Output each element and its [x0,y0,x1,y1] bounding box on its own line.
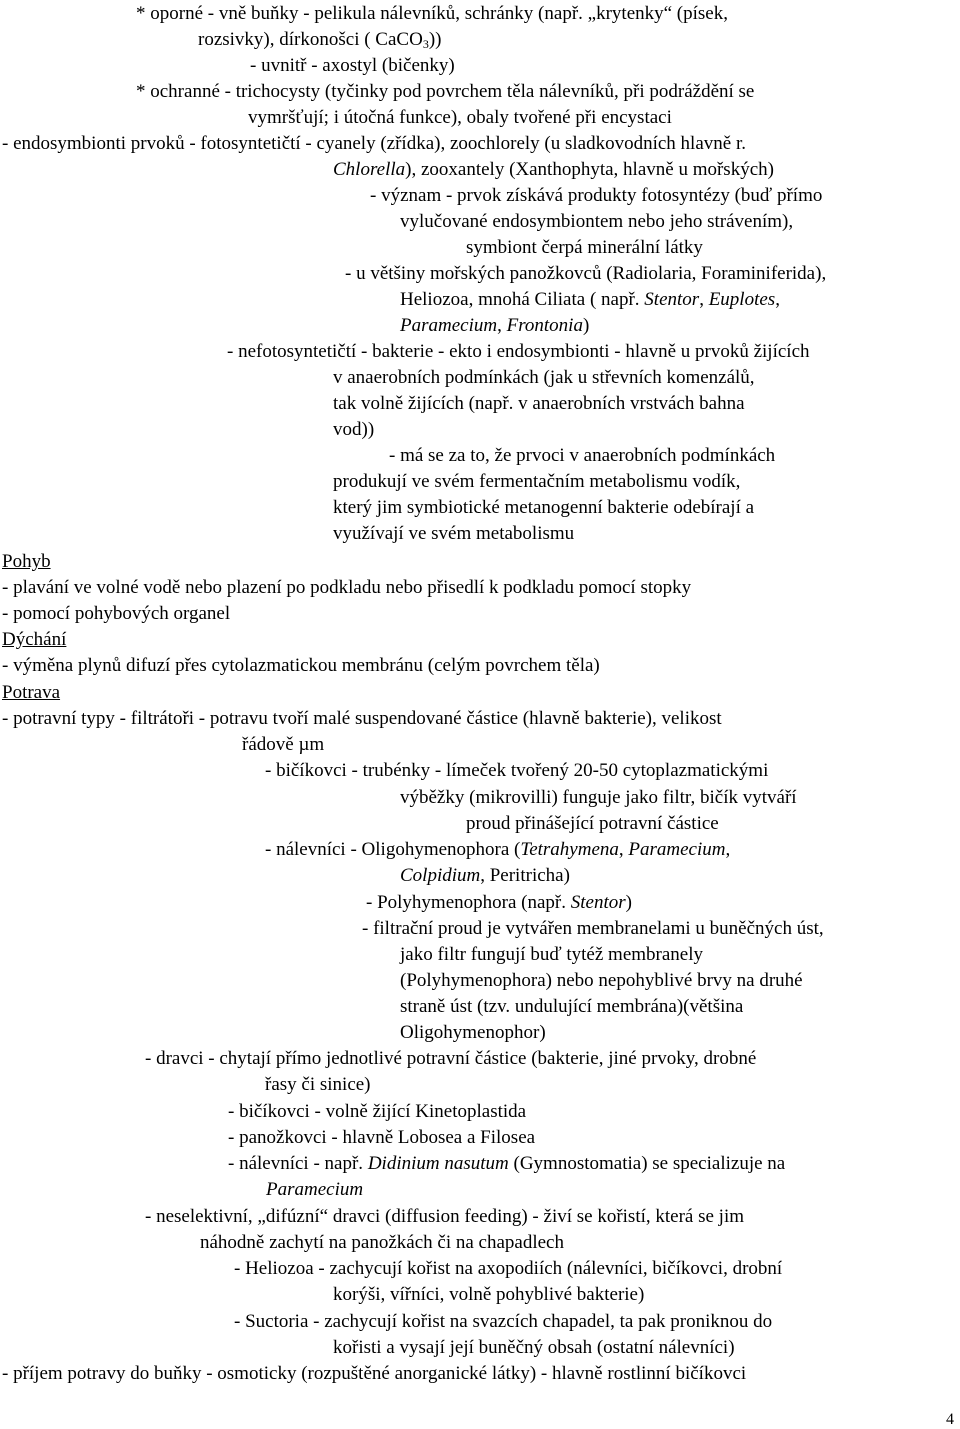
text-segment: - u většiny mořských panožkovců (Radiolaria, Foraminiferida), [345,263,827,284]
text-line [362,918,824,940]
text-segment: rozsivky), dírkonošci ( CaCO [198,29,423,50]
page-number: 4 [946,1411,954,1428]
text-segment: využívají ve svém metabolismu [333,523,575,544]
text-segment: * oporné - vně buňky - pelikula nálevníků, schránky (např. „krytenky“ (písek, [136,3,728,24]
text-line [400,944,703,966]
text-segment: - Heliozoa - zachycují kořist na axopodiích (nálevníci, bičíkovci, drobní [234,1258,783,1279]
text-segment: - neselektivní, „difúzní“ dravci (diffusion feeding) - živí se kořistí, která se jim [145,1206,745,1227]
text-line [136,81,754,103]
text-line [400,211,793,233]
text-line [2,133,746,155]
text-line [250,55,455,77]
text-segment: straně úst (tzv. undulující membrána)(většina [400,996,744,1017]
text-line [333,367,755,389]
text-segment: - Suctoria - zachycují kořist na svazcích chapadel, ta pak proniknou do [234,1311,773,1332]
text-line [2,708,722,730]
text-segment: - Polyhymenophora (např. [366,892,571,913]
text-line [265,760,768,782]
text-segment: - uvnitř - axostyl (bičenky) [250,55,455,76]
text-segment: Didinium nasutum [367,1153,509,1174]
text-line [265,839,730,861]
text-segment: - nálevníci - Oligohymenophora ( [265,839,521,860]
section-heading: Potrava [2,682,61,703]
text-line [400,315,589,337]
text-line [333,523,574,545]
text-segment: - plavání ve volné vodě nebo plazení po podkladu nebo přisedlí k podkladu pomocí stopky [2,577,692,598]
text-line [2,682,60,704]
text-segment: 3 [422,37,429,51]
section-heading: Dýchání [2,629,67,650]
text-segment: Tetrahymena [520,839,619,860]
text-segment: korýši, vířníci, volně pohyblivé bakterie) [333,1284,645,1305]
text-segment: Heliozoa, mnohá Ciliata ( např. [400,289,645,310]
text-segment: náhodně zachytí na panožkách či na chapadlech [200,1232,564,1253]
text-segment: (Polyhymenophora) nebo nepohyblivé brvy na druhé [400,970,803,991]
text-segment: produkují ve svém fermentačním metabolismu vodík, [333,471,741,492]
text-segment: , [497,315,507,336]
text-segment: Euplotes [708,289,776,310]
text-segment: - bičíkovci - volně žijící Kinetoplastida [228,1101,527,1122]
text-segment: Stentor [644,289,700,310]
text-segment: , Peritricha) [480,865,570,886]
text-segment: vymršťují; i útočná funkce), obaly tvořené při encystaci [248,107,672,128]
text-line [242,734,324,756]
text-segment: - má se za to, že prvoci v anaerobních podmínkách [389,445,776,466]
text-line [389,445,775,467]
text-segment: , [699,289,709,310]
text-line [400,970,803,992]
text-line [228,1127,535,1149]
text-line [333,159,774,181]
text-segment: tak volně žijících (např. v anaerobních vrstvách bahna [333,393,745,414]
text-line [400,996,743,1018]
text-line [136,3,728,25]
text-line [370,185,822,207]
text-line [333,471,740,493]
text-segment: Paramecium [628,839,726,860]
text-segment: v anaerobních podmínkách (jak u střevních komenzálů, [333,367,755,388]
text-segment: - nefotosyntetičtí - bakterie - ekto i endosymbionti - hlavně u prvoků žijících [227,341,810,362]
text-line [400,289,780,311]
text-segment: - dravci - chytají přímo jednotlivé potravní částice (bakterie, jiné prvoky, drobné [145,1048,757,1069]
text-segment: - význam - prvok získává produkty fotosyntézy (buď přímo [370,185,823,206]
text-line [333,497,754,519]
text-segment: - výměna plynů difuzí přes cytolazmatickou membránu (celým povrchem těla) [2,655,600,676]
text-line [145,1048,756,1070]
text-segment: ), zooxantely (Xanthophyta, hlavně u mořských) [405,159,774,180]
text-segment: - endosymbionti prvoků - fotosyntetičtí - cyanely (zřídka), zoochlorely (u sladkovodních hlavně r. [2,133,746,154]
text-segment: Paramecium [266,1179,364,1200]
text-segment: proud přinášející potravní částice [466,813,719,834]
text-segment: výběžky (mikrovilli) funguje jako filtr, bičík vytváří [400,787,797,808]
text-segment: - filtrační proud je vytvářen membranelami u buněčných úst, [362,918,824,939]
text-line [198,29,441,51]
text-line [234,1311,772,1333]
text-segment: - panožkovci - hlavně Lobosea a Filosea [228,1127,536,1148]
text-segment: - příjem potravy do buňky - osmoticky (rozpuštěné anorganické látky) - hlavně rostlinní bičíkovci [2,1363,747,1384]
text-line [228,1153,785,1175]
text-segment: , [775,289,780,310]
text-line [2,655,600,677]
text-line [265,1074,371,1096]
text-segment: kořisti a vysají její buněčný obsah (ostatní nálevníci) [333,1337,735,1358]
text-segment: ) [625,892,632,913]
text-line [400,865,570,887]
text-segment: (Gymnostomatia) se specializuje na [508,1153,786,1174]
text-segment: Oligohymenophor) [400,1022,546,1043]
text-line [333,1284,644,1306]
text-segment: řádově µm [242,734,325,755]
text-segment: Stentor [570,892,626,913]
text-segment: - potravní typy - filtrátoři - potravu tvoří malé suspendované částice (hlavně bakterie), velikost [2,708,722,729]
text-segment: symbiont čerpá minerální látky [466,237,703,258]
text-segment: vylučované endosymbiontem nebo jeho strávením), [400,211,794,232]
text-segment: Colpidium [400,865,481,886]
text-line [333,419,374,441]
text-line [200,1232,564,1254]
text-segment: ) [582,315,590,336]
text-line [2,603,230,625]
text-line [266,1179,363,1201]
text-line [333,1337,735,1359]
text-segment: - nálevníci - např. [228,1153,368,1174]
text-segment: * ochranné - trichocysty (tyčinky pod povrchem těla nálevníků, při podráždění se [136,81,755,102]
text-line [145,1206,744,1228]
text-segment: - pomocí pohybových organel [2,603,231,624]
text-segment: jako filtr fungují buď tytéž membranely [400,944,704,965]
text-line [333,393,745,415]
text-segment: Chlorella [333,159,406,180]
text-line [2,629,66,651]
text-segment: řasy či sinice) [265,1074,371,1095]
text-line [466,813,719,835]
text-segment: )) [428,29,442,50]
text-segment: , [618,839,629,860]
text-line [2,1363,746,1385]
text-line [248,107,672,129]
text-segment: - bičíkovci - trubénky - límeček tvořený 20-50 cytoplazmatickými [265,760,769,781]
text-line [366,892,632,914]
text-line [228,1101,526,1123]
text-line [2,551,51,573]
text-line [234,1258,782,1280]
text-segment: , [725,839,731,860]
text-segment: Frontonia [506,315,583,336]
section-heading: Pohyb [2,551,51,572]
text-line [400,1022,546,1044]
text-line [227,341,810,363]
text-line [345,263,826,285]
text-line [2,577,691,599]
text-line [466,237,703,259]
text-line [400,787,797,809]
text-segment: Paramecium [400,315,498,336]
text-segment: vod)) [333,419,375,440]
text-segment: který jim symbiotické metanogenní bakterie odebírají a [333,497,755,518]
